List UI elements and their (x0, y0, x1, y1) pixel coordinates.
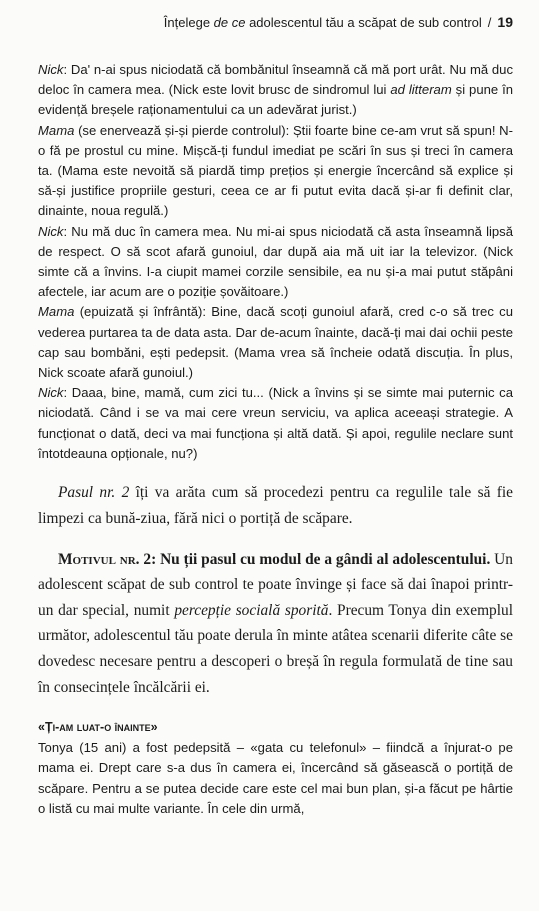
speaker: Nick (38, 62, 64, 77)
page-number: 19 (497, 14, 513, 30)
section-subheading: «Ți-am luat-o înainte» (38, 720, 158, 735)
dialogue-line (38, 60, 513, 121)
running-title (164, 15, 482, 30)
reason-italic: percepție socială sporită (174, 601, 329, 619)
reason-text: Un adolescent scăpat de sub control te poate învinge și face să dai înapoi printr-un dar special, numit (38, 550, 513, 619)
title-part2: adolescentul tău a scăpat de sub control (245, 15, 482, 30)
step-paragraph (38, 480, 513, 531)
speaker: Nick (38, 385, 64, 401)
speaker: Nick (38, 223, 64, 239)
reason-bold: Nu ții pasul cu modul de a gândi al adolescentului. (156, 550, 491, 568)
title-part1: Înțelege (163, 15, 214, 30)
line-text: (epuizată și înfrântă): Bine, dacă scoți gunoiul afară, cred c-o să trec cu vederea purtarea ta de data asta. Dar de-acum înainte, dacă-ți mai dai ochii peste cap sau bombăni, ești pedepsit. (Mama vrea să încheie odată discuția. În plus, Nick scoate afară gunoiul.) (38, 304, 513, 381)
line-text: : Daaa, bine, mamă, cum zici tu... (Nick a învins și se simte mai puternic ca niciodată. Când i se va mai cere vreun serviciu, va aplica aceeași strategie. A funcționat o dată, deci va mai funcționa și altă dată. Și apoi, regulile neclare sunt întotdeauna opționale, nu?) (38, 385, 513, 461)
header-separator: / (487, 15, 492, 30)
speaker: Mama (38, 122, 75, 138)
reason-text-after: . Precum Tonya din exemplul următor, adolescentul tău poate derula în minte atâtea scenarii diferite câte se dovedesc necesare pentru a descoperi o breșă în regula formulată de tine sau în consecințele încălcării ei. (38, 601, 513, 696)
line-italic: ad litteram (390, 82, 452, 98)
line-text-after: și pune în evidență breșele raționamentului ca un adevărat jurist.) (38, 82, 513, 118)
speaker: Mama (38, 304, 75, 320)
step-label: Pasul nr. 2 (58, 484, 130, 502)
line-text: : Da' n-ai spus niciodată că bombănitul înseamnă că mă port urât. Nu mă duc deloc în camera mea. (Nick este lovit brusc de sindromul lui (38, 62, 513, 98)
reason-label: Motivul nr. 2: (58, 550, 157, 568)
line-text: : Nu mă duc în camera mea. Nu mi-ai spus niciodată că asta înseamnă lipsă de respect. O să scot afară gunoiul, dar după aia mă uit iar la televizor. (Nick simte că a învins. I-a ciupit mamei corzile sensibile, ea nu și-a mai putut stăpâni afectele, iar acum are o poziție șovăitoare.) (38, 223, 513, 300)
dialogue-line (38, 302, 513, 383)
step-text: îți va arăta cum să procedezi pentru ca regulile tale să fie limpezi ca bună-ziua, fără nici o portiță de scăpare. (38, 484, 513, 527)
line-text: (se enervează și-și pierde controlul): Știi foarte bine ce-am vrut să spun! N-o fă pe prostul cu mine. Mișcă-ți fundul imediat pe scări în sus și treci în camera ta. (Mama este nevoită să piardă timp prețios și energie încercând să explice și să-și justifice propriile gesturi, ceea ce ar fi putut evita dacă și-ar fi definit clar, dinainte, noua regulă.) (38, 122, 513, 219)
dialogue-line (38, 121, 513, 222)
title-italic: de ce (213, 15, 246, 30)
dialogue-line (38, 383, 513, 464)
reason-paragraph (38, 547, 513, 701)
dialogue-line (38, 222, 513, 303)
running-header (38, 14, 513, 30)
final-paragraph: Tonya (15 ani) a fost pedepsită – «gata cu telefonul» – fiindcă a înjurat-o pe mama ei. Drept care s-a dus în camera ei, încercând să găsească o portiță de scăpare. Pentru a se putea decide care este cel mai bun plan, și-a făcut pe hârtie o listă cu mai multe variante. În cele din urmă, (38, 740, 513, 816)
dialogue-block (38, 60, 513, 464)
